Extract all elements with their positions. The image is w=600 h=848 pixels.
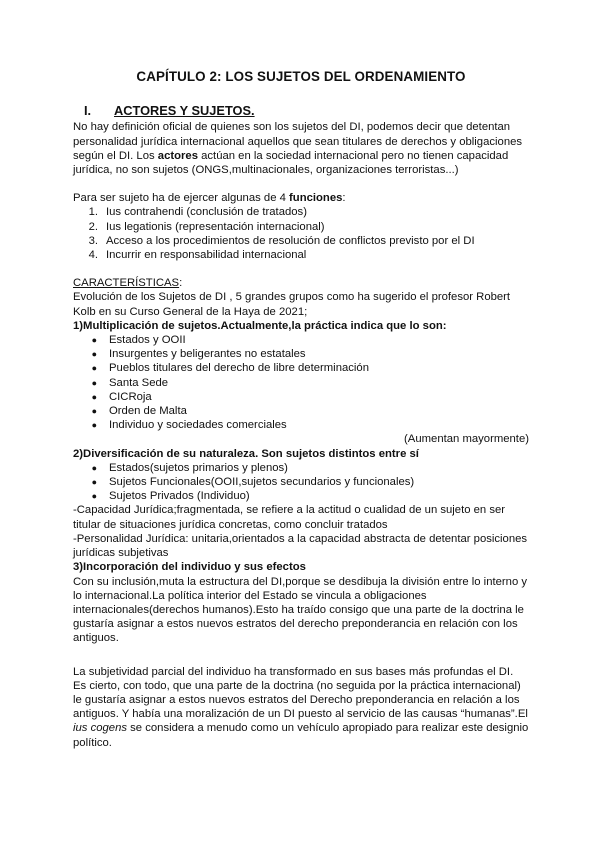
point2-list — [73, 461, 529, 504]
list-item — [73, 361, 529, 375]
intro-text-b: actúan en la sociedad internacional pero no tienen capacidad jurídica, no son sujetos (ONGS,multinacionales, organizaciones terroristas...) — [73, 149, 509, 177]
list-item — [73, 461, 529, 475]
list-item — [73, 333, 529, 347]
list-item — [73, 347, 529, 361]
bullet-icon: ● — [91, 406, 97, 417]
functions-bold: funciones — [289, 192, 343, 205]
bullet-icon: ● — [91, 477, 97, 488]
list-item-text: Santa Sede — [109, 376, 169, 389]
closing-text-a: La subjetividad parcial del individuo ha transformado en sus bases más profundas el DI. Es cierto, con todo, que una parte de la doctrina (no seguida por la práctica internacional) le gustaría asignar a estos nuevos estratos del Derecho preponderancia en relación a los antiguos. Y había una moralización de un DI puesto al servicio de las causas “humanas”.El — [73, 665, 528, 721]
list-number: 2. — [88, 220, 98, 233]
point3-paragraph: Con su inclusión,muta la estructura del DI,porque se desdibuja la división entre lo interno y lo internacional.La política interior del Estado se vincula a obligaciones internacionales(derechos humanos).Esto ha traído consigo que una parte de la doctrina le gustaría asignar a estos nuevos estratos del derecho preponderancia en relación con los antiguos. — [73, 575, 528, 645]
functions-list — [73, 205, 529, 262]
list-item — [73, 418, 529, 432]
bullet-icon: ● — [91, 491, 97, 502]
list-item-text: Orden de Malta — [109, 405, 187, 418]
list-item — [73, 205, 529, 219]
document-page — [73, 70, 529, 750]
closing-text-b: se considera a menudo como un vehículo apropiado para realizar este designio político. — [73, 722, 529, 749]
bullet-icon: ● — [91, 377, 97, 388]
list-item-text: Estados y OOII — [109, 334, 186, 347]
evolution-paragraph: Evolución de los Sujetos de DI , 5 grandes grupos como ha sugerido el profesor Robert Kolb en su Curso General de la Haya de 2021; — [73, 291, 511, 318]
list-item — [73, 234, 529, 248]
list-item-text: Ius contrahendi (conclusión de tratados) — [106, 206, 307, 219]
list-item-text: Sujetos Funcionales(OOII,sujetos secundarios y funcionales) — [109, 476, 415, 489]
capacidad-paragraph: -Capacidad Jurídica;fragmentada, se refiere a la actitud o cualidad de un sujeto en ser titular de situaciones jurídica concretas, como concluir tratados — [73, 504, 506, 531]
intro-paragraph — [73, 120, 529, 177]
intro-text-a: No hay definición oficial de quienes son los sujetos del DI, podemos decir que detentan personalidad jurídica internacional aquellos que sean titulares de derechos y obligaciones según el DI. Los — [73, 121, 523, 162]
bullet-icon: ● — [91, 363, 97, 374]
bullet-icon: ● — [91, 391, 97, 402]
list-number: 1. — [88, 206, 98, 219]
list-number: 4. — [88, 249, 98, 262]
list-item-text: Pueblos titulares del derecho de libre determinación — [109, 362, 369, 375]
bullet-icon: ● — [91, 462, 97, 473]
list-item-text: Insurgentes y beligerantes no estatales — [109, 348, 306, 361]
chapter-title: CAPÍTULO 2: LOS SUJETOS DEL ORDENAMIENTO — [136, 69, 466, 84]
list-item — [73, 489, 529, 503]
caracteristicas-heading — [73, 276, 529, 290]
closing-paragraph — [73, 665, 529, 750]
point1-note: (Aumentan mayormente) — [404, 433, 529, 446]
list-item — [73, 390, 529, 404]
point3-heading: 3)Incorporación del individuo y sus efectos — [73, 561, 306, 574]
section-heading — [73, 104, 529, 118]
point1-list — [73, 333, 529, 432]
list-item-text: Incurrir en responsabilidad internacional — [106, 249, 307, 262]
list-item — [73, 220, 529, 234]
list-number: 3. — [88, 234, 98, 247]
caracteristicas-colon: : — [179, 277, 183, 290]
functions-lead-text: Para ser sujeto ha de ejercer algunas de 4 — [73, 192, 290, 205]
personalidad-paragraph: -Personalidad Jurídica: unitaria,orientados a la capacidad abstracta de detentar posiciones jurídicas subjetivas — [73, 532, 528, 560]
list-item-text: Acceso a los procedimientos de resolución de conflictos previsto por el DI — [106, 234, 475, 247]
list-item-text: Ius legationis (representación internacional) — [106, 220, 325, 233]
intro-bold-actores: actores — [157, 149, 198, 162]
point1-heading: 1)Multiplicación de sujetos.Actualmente,la práctica indica que lo son: — [73, 319, 447, 332]
bullet-icon: ● — [91, 335, 97, 346]
section-number: I. — [84, 103, 92, 119]
list-item-text: Sujetos Privados (Individuo) — [109, 490, 250, 503]
functions-colon: : — [342, 192, 346, 205]
list-item — [73, 475, 529, 489]
list-item — [73, 248, 529, 262]
bullet-icon: ● — [91, 349, 97, 360]
closing-italic-ius-cogens: ius cogens — [73, 722, 128, 735]
functions-lead — [73, 191, 529, 205]
section-title: ACTORES Y SUJETOS. — [114, 103, 255, 119]
caracteristicas-label: CARACTERÍSTICAS — [73, 277, 180, 290]
list-item-text: Estados(sujetos primarios y plenos) — [109, 461, 288, 474]
list-item-text: Individuo y sociedades comerciales — [109, 419, 287, 432]
list-item-text: CICRoja — [109, 390, 152, 403]
point2-heading: 2)Diversificación de su naturaleza. Son sujetos distintos entre sí — [73, 447, 419, 460]
list-item — [73, 376, 529, 390]
bullet-icon: ● — [91, 420, 97, 431]
list-item — [73, 404, 529, 418]
